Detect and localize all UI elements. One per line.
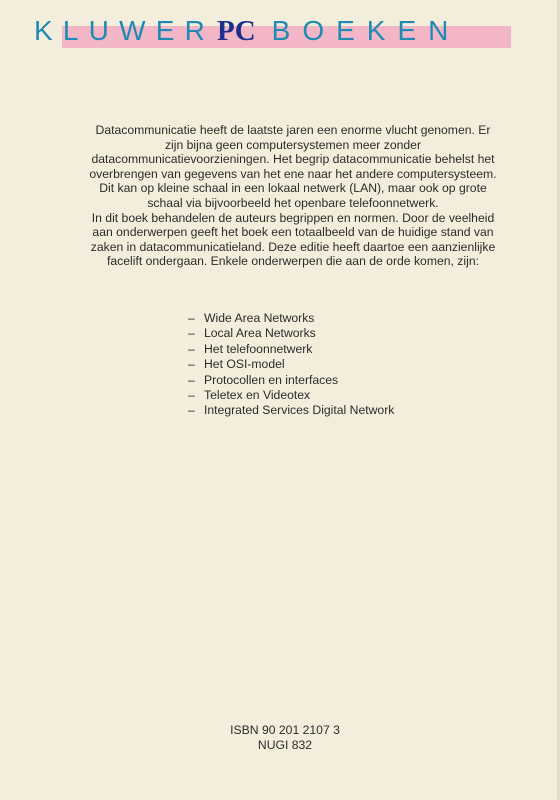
series-logo: [34, 14, 514, 48]
dash-bullet: –: [188, 311, 195, 325]
topic-label: Local Area Networks: [204, 326, 316, 341]
dash-bullet: –: [188, 403, 195, 418]
dash-bullet: –: [188, 341, 195, 356]
dash-bullet: –: [188, 357, 195, 372]
bibliographic-info: [210, 723, 360, 752]
blurb-paragraph-1: Datacommunicatie heeft de laatste jaren een enorme vlucht genomen. Er zijn bijna geen computersystemen meer zonder datacommunicatievoorzieningen. Het begrip datacommunicatie behelst het overbrengen van gegevens van het ene naar het andere computersysteem. Dit kan op kleine schaal in een lokaal netwerk (LAN), maar ook op grote schaal via bijvoorbeeld het openbare telefoonnetwerk.: [89, 123, 497, 210]
dash-bullet: –: [188, 388, 195, 403]
topic-label: Het telefoonnetwerk: [204, 341, 313, 356]
list-item: [188, 342, 394, 357]
list-item: [188, 311, 394, 326]
topic-label: Integrated Services Digital Network: [204, 403, 395, 418]
list-item: [188, 357, 394, 372]
topic-label: Teletex en Videotex: [204, 388, 311, 403]
list-item: [188, 388, 394, 403]
topics-list: [188, 311, 394, 419]
blurb-paragraph-2: In dit boek behandelen de auteurs begrippen en normen. Door de veelheid aan onderwerpen geeft het boek een totaalbeeld van de huidige stand van zaken in datacommunicatieland. Deze editie heeft daartoe een aanzienlijke facelift ondergaan. Enkele onderwerpen die aan de orde komen, zijn:: [90, 210, 496, 269]
topic-label: Het OSI-model: [204, 357, 285, 372]
brand-pc: PC: [217, 15, 256, 47]
list-item: [188, 326, 394, 341]
cover-blurb: [88, 123, 498, 269]
nugi-code: NUGI 832: [257, 737, 313, 752]
topic-label: Wide Area Networks: [204, 311, 315, 325]
dash-bullet: –: [188, 326, 195, 341]
dash-bullet: –: [188, 372, 195, 387]
list-item: [188, 403, 394, 418]
list-item: [188, 373, 394, 388]
brand-boeken: BOEKEN: [271, 15, 461, 46]
isbn-number: ISBN 90 201 2107 3: [230, 723, 340, 737]
topic-label: Protocollen en interfaces: [204, 372, 339, 387]
brand-kluwer: KLUWER: [34, 15, 215, 46]
